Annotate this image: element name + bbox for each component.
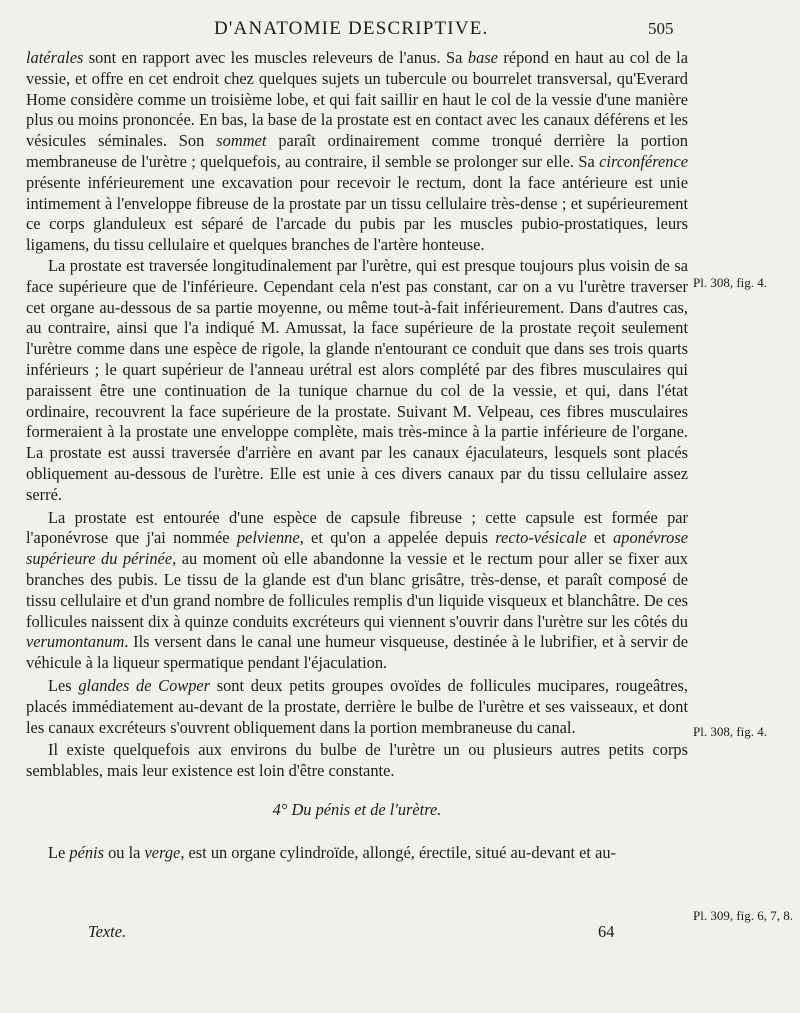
italic-term: base bbox=[467, 48, 498, 67]
paragraph-1: latérales sont en rapport avec les muscles releveurs de l'anus. Sa base répond en haut au col de la vessie, et offre en cet endroit chez quelques sujets un tubercule ou bourrelet transversal, qu'Everard Home considère comme un troisième lobe, et qui fait saillir en haut le col de la vessie d'une manière plus ou moins prononcée. En bas, la base de la prostate est en contact avec les canaux déférens et les vésicules séminales. Son sommet paraît ordinairement comme tronqué derrière la portion membraneuse de l'urètre ; quelquefois, au contraire, il semble se prolonger sur elle. Sa circonférence présente inférieurement une excavation pour recevoir le rectum, dont la face antérieure est unie intimement à l'enveloppe fibreuse de la prostate par un tissu cellulaire très-dense ; et supérieurement ce corps glanduleux est séparé de l'arcade du pubis par les muscles pubio-prostatiques, leurs ligamens, du tissu cellulaire et quelques branches de l'artère honteuse. bbox=[26, 48, 688, 255]
italic-term: recto-vésicale bbox=[495, 528, 587, 548]
italic-term: pénis bbox=[69, 842, 104, 862]
signature-mark: Texte. bbox=[88, 922, 127, 941]
paragraph-2: La prostate est traversée longitudinalement par l'urètre, qui est presque toujours plus voisin de sa face supérieure que de l'inférieure. Cependant cela n'est pas constant, car on a vu l'urètre traverser cet organe au-dessous de sa partie moyenne, ou même tout-à-fait inférieurement. Dans d'autres cas, au contraire, ainsi que l'a indiqué M. Amussat, la face supérieure de la prostate reçoit seulement l'urètre comme dans une espèce de rigole, la glande n'entourant ce conduit que dans ses trois quarts inférieurs ; le quart supérieur de l'anneau urétral est alors complété par des fibres musculaires qui paraissent être une continuation de la tunique charnue du col de la vessie, et qui, dans l'état ordinaire, recouvrent la face supérieure de la prostate. Suivant M. Velpeau, ces fibres musculaires formeraient à la prostate une enveloppe complète, mais très-mince à la partie inférieure de l'organe. La prostate est aussi traversée d'arrière en avant par les canaux éjaculateurs, lesquels sont placés obliquement au-dessous de l'urètre. Elle est unie à ces divers canaux par du tissu cellulaire assez serré. bbox=[26, 255, 688, 504]
paragraph-5: Il existe quelquefois aux environs du bulbe de l'urètre un ou plusieurs autres petits corps semblables, mais leur existence est loin d'être constante. bbox=[26, 740, 688, 781]
italic-term: sommet bbox=[216, 131, 267, 151]
italic-term: verumontanum bbox=[26, 632, 125, 652]
italic-term: verge bbox=[144, 842, 181, 862]
italic-term: pelvienne bbox=[236, 528, 300, 548]
margin-note-2: Pl. 308, fig. 4. bbox=[693, 724, 768, 739]
margin-note-3: Pl. 309, fig. 6, 7, 8. bbox=[693, 908, 794, 923]
running-title: D'ANATOMIE DESCRIPTIVE. bbox=[214, 18, 489, 39]
paragraph-4: Les glandes de Cowper sont deux petits groupes ovoïdes de follicules mucipares, rougeâtres, placés immédiatement au-devant de la prostate, derrière le bulbe de l'urètre et ses vaisseaux, et dont les canaux excréteurs s'ouvrent obliquement dans la portion membraneuse du canal. bbox=[26, 675, 688, 737]
paragraph-3: La prostate est entourée d'une espèce de capsule fibreuse ; cette capsule est formée par l'aponévrose que j'ai nommée pelvienne, et qu'on a appelée depuis recto-vésicale et aponévrose supérieure du périnée, au moment où elle abandonne la vessie et le rectum pour aller se fixer aux branches des pubis. Le tissu de la glande est d'un blanc grisâtre, très-dense, et paraît composé de tissu cellulaire et d'un grand nombre de follicules remplis d'un liquide visqueux et blanchâtre. De ces follicules naissent dix à quinze conduits excréteurs qui viennent s'ouvrir dans l'urètre sur les côtés du verumontanum. Ils versent dans le canal une humeur visqueuse, destinée à le lubrifier, et à servir de véhicule à la liqueur spermatique pendant l'éjaculation. bbox=[26, 507, 688, 673]
margin-note-1: Pl. 308, fig. 4. bbox=[693, 275, 768, 290]
italic-term: aponévrose supérieure du périnée bbox=[26, 528, 688, 569]
italic-term: latérales bbox=[26, 48, 84, 67]
section-heading: 4° Du pénis et de l'urètre. bbox=[272, 799, 442, 819]
body-text bbox=[26, 48, 688, 863]
paragraph-6: Le pénis ou la verge, est un organe cylindroïde, allongé, érectile, situé au-devant et au- bbox=[48, 842, 617, 862]
italic-term: glandes de Cowper bbox=[78, 675, 211, 695]
italic-term: circonférence bbox=[599, 151, 688, 171]
running-header bbox=[0, 18, 800, 42]
page-number: 505 bbox=[648, 19, 674, 38]
gathering-number: 64 bbox=[598, 922, 615, 941]
